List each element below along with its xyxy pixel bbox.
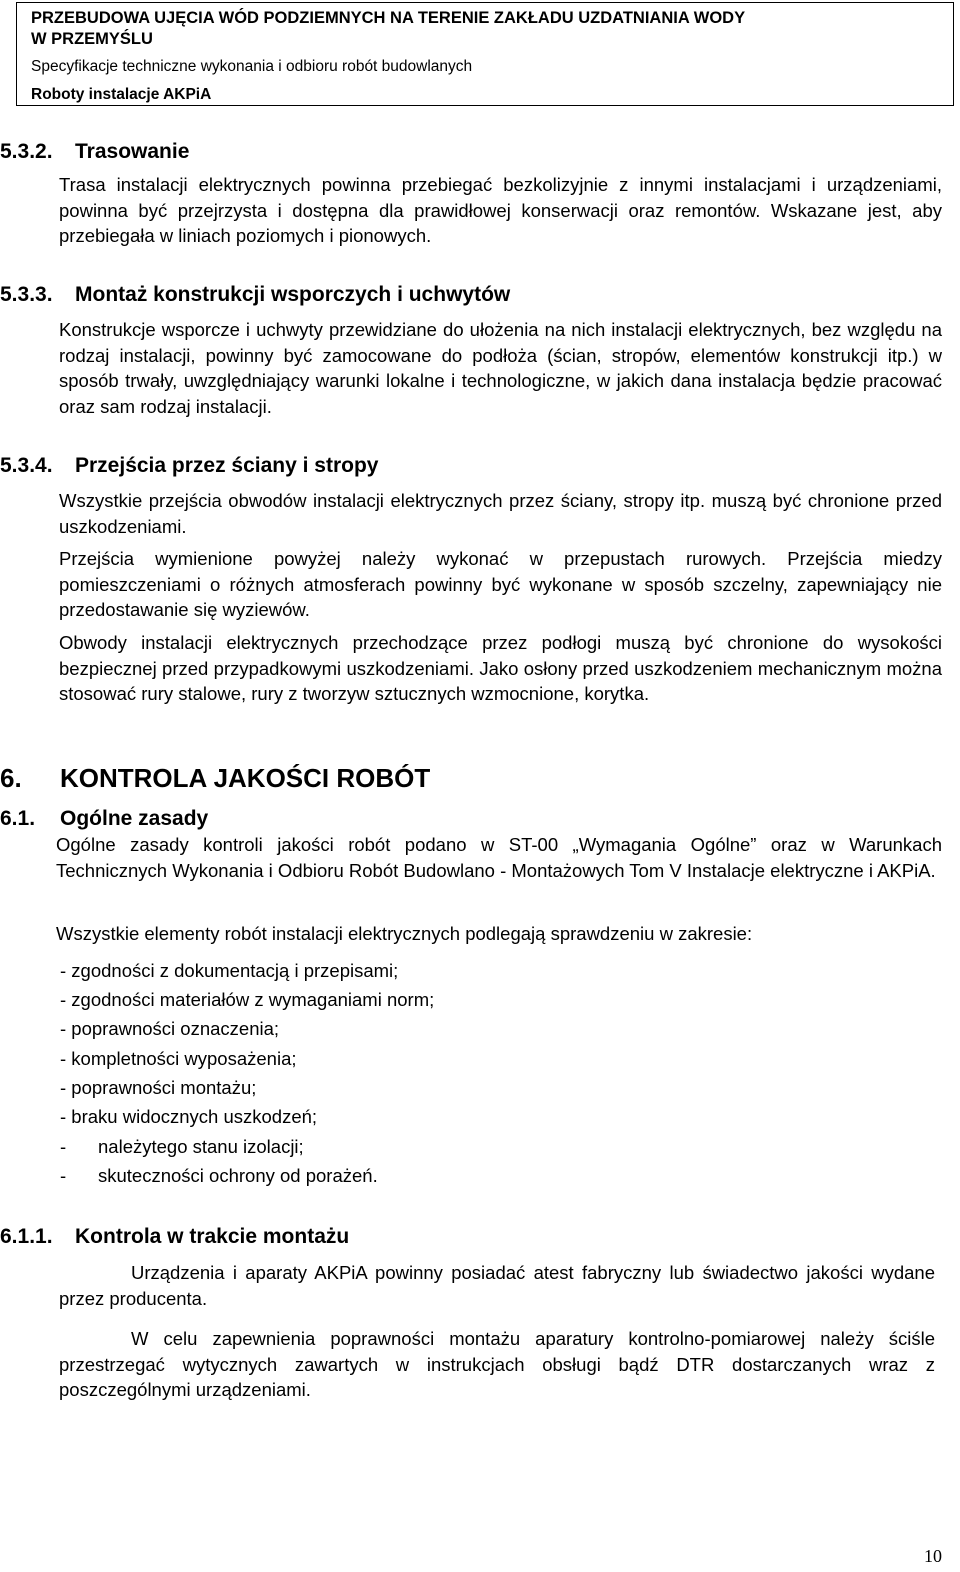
heading-5-3-2 — [0, 139, 189, 165]
document-header — [16, 2, 954, 106]
paragraph-przejscia-1: Wszystkie przejścia obwodów instalacji elektrycznych przez ściany, stropy itp. muszą być chronione przed uszkodzeniami. — [59, 490, 942, 537]
heading-number: 5.3.4. — [0, 454, 53, 477]
paragraph-ogolne-zasady: Ogólne zasady kontroli jakości robót podano w ST-00 „Wymagania Ogólne” oraz w Warunkach Technicznych Wykonania i Odbioru Robót Budowlano - Montażowych Tom V Instalacje elektryczne i AKPiA. — [56, 834, 942, 881]
heading-6 — [0, 765, 430, 791]
heading-6-1 — [0, 806, 208, 832]
paragraph-przejscia-2: Przejścia wymienione powyżej należy wykonać w przepustach rurowych. Przejścia miedzy pomieszczeniami o różnych atmosferach powinny być wykonane w sposób szczelny, zapewniający nie przedostawanie się wyziewów. — [59, 548, 942, 621]
heading-number: 6. — [0, 763, 22, 793]
paragraph-przejscia-3: Obwody instalacji elektrycznych przechodzące przez podłogi muszą być chronione do wysokości bezpiecznej przed przypadkowymi uszkodzeniami. Jako osłony przed uszkodzeniem mechanicznym można stosować rury stalowe, rury z tworzyw sztucznych wzmocnione, korytka. — [59, 632, 942, 705]
heading-title: Trasowanie — [75, 140, 190, 163]
paragraph-montaz: Konstrukcje wsporcze i uchwyty przewidziane do ułożenia na nich instalacji elektrycznych, bez względu na rodzaj instalacji, powinny być zamocowane do podłoża (ścian, stropów, elementów konstrukcji itp.) w sposób trwały, uwzględniający warunki lokalne i technologiczne, w jakich dana instalacja będzie pracować oraz sam rodzaj instalacji. — [59, 319, 942, 417]
heading-title: Przejścia przez ściany i stropy — [75, 454, 379, 477]
paragraph-trasowanie: Trasa instalacji elektrycznych powinna przebiegać bezkolizyjnie z innymi instalacjami i urządzeniami, powinna być przejrzysta i dostępna dla prawidłowej konserwacji oraz remontów. Wskazane jest, aby przebiegała w liniach poziomych i pionowych. — [59, 174, 942, 247]
heading-number: 6.1.1. — [0, 1225, 53, 1248]
heading-6-1-1 — [0, 1224, 349, 1250]
heading-title: Montaż konstrukcji wsporczych i uchwytów — [75, 283, 511, 306]
header-title-line1: PRZEBUDOWA UJĘCIA WÓD PODZIEMNYCH NA TERENIE ZAKŁADU UZDATNIANIA WODY — [31, 9, 746, 27]
heading-number: 5.3.2. — [0, 140, 53, 163]
header-section: Roboty instalacje AKPiA — [31, 86, 212, 103]
heading-5-3-3 — [0, 282, 510, 308]
heading-number: 5.3.3. — [0, 283, 53, 306]
paragraph-dtr: W celu zapewnienia poprawności montażu aparatury kontrolno-pomiarowej należy ściśle przestrzegać wytycznych zawartych w instrukcjach obsługi bądź DTR dostarczanych wraz z poszczególnymi urządzeniami. — [59, 1328, 935, 1401]
paragraph-elementy-sprawdzenie: Wszystkie elementy robót instalacji elektrycznych podlegają sprawdzeniu w zakresie: — [56, 923, 753, 944]
header-subtitle: Specyfikacje techniczne wykonania i odbioru robót budowlanych — [31, 58, 473, 75]
header-title-line2: W PRZEMYŚLU — [31, 30, 153, 48]
paragraph-atest: Urządzenia i aparaty AKPiA powinny posiadać atest fabryczny lub świadectwo jakości wydane przez producenta. — [59, 1262, 935, 1309]
heading-title: KONTROLA JAKOŚCI ROBÓT — [60, 763, 431, 793]
heading-number: 6.1. — [0, 807, 36, 830]
heading-title: Ogólne zasady — [60, 807, 209, 830]
page-number: 10 — [924, 1546, 942, 1566]
heading-5-3-4 — [0, 453, 378, 479]
heading-title: Kontrola w trakcie montażu — [75, 1225, 350, 1248]
